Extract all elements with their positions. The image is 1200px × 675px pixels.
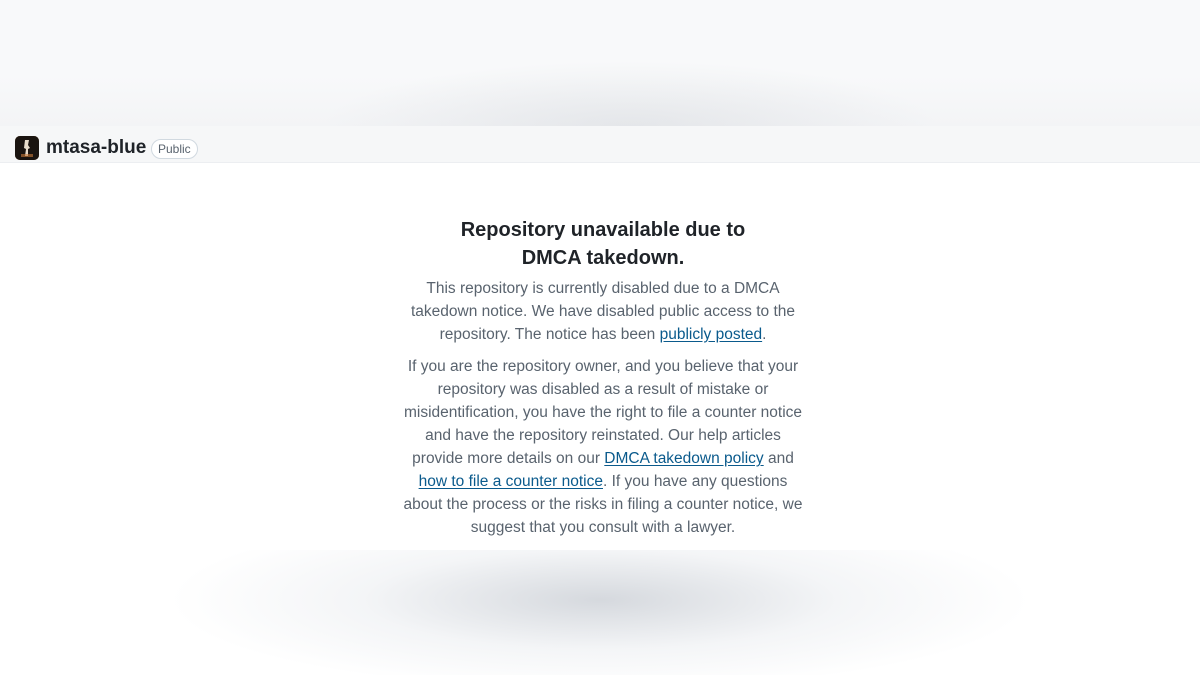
repo-header [0,126,1200,163]
notice-p1-text: This repository is currently disabled due to a DMCA takedown notice. We have disabled public access to the repository. The notice has been [410,280,795,343]
repo-name-link[interactable]: mtasa-blue [46,137,147,158]
repo-avatar[interactable] [15,136,39,160]
notice-p1-end: . [762,326,767,343]
publicly-posted-link[interactable]: publicly posted [659,326,763,343]
bottom-backdrop [0,550,1200,675]
backdrop-glow [320,60,940,126]
visibility-badge: Public [151,139,198,159]
notice-paragraph-1 [400,277,806,346]
notice-p2-text-2: and [763,450,794,467]
notice-p2-text-1: If you are the repository owner, and you believe that your repository was disabled as a result of mistake or misidentification, you have the right to file a counter notice and have the repository reinstated. Our help articles provide more details on our [403,358,803,467]
top-backdrop [0,0,1200,126]
notice-paragraph-2 [400,355,806,539]
counter-notice-link[interactable]: how to file a counter notice [418,473,603,490]
notice-p2-text-3: . If you have any questions about the process or the risks in filing a counter notice, we suggest that you consult with a lawyer. [403,473,803,536]
dmca-policy-link[interactable]: DMCA takedown policy [604,450,764,467]
notice-title: Repository unavailable due to DMCA takedown. [460,219,746,269]
dmca-notice [400,216,806,539]
